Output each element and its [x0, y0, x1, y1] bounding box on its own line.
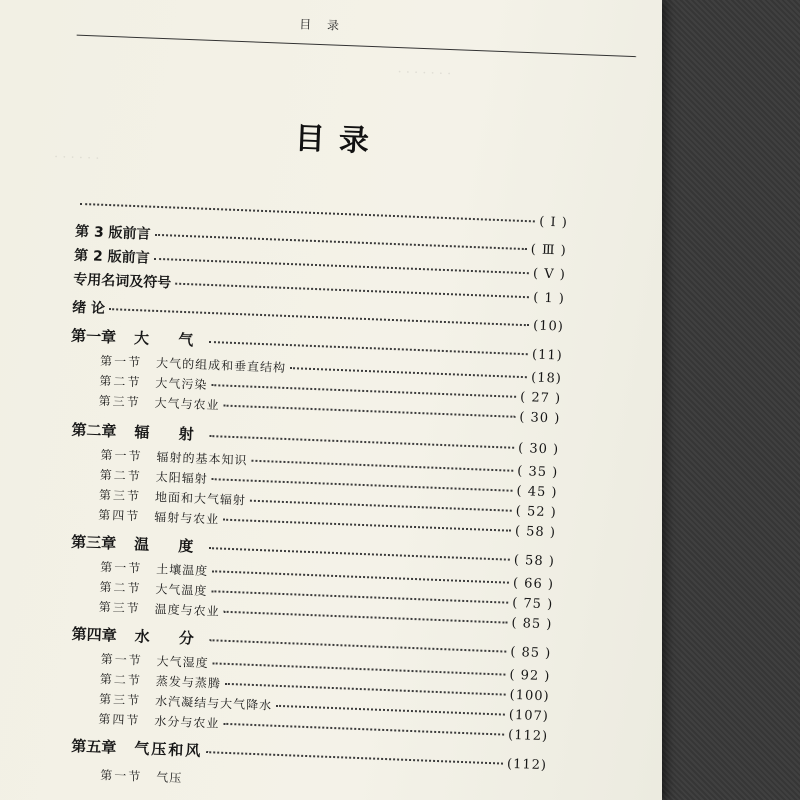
section-number: 第一节 [99, 559, 143, 576]
chapter-label [71, 419, 206, 445]
section-title: 水汽凝结与大气降水 [154, 694, 273, 713]
leader-dots [224, 405, 516, 418]
leader-dots [206, 751, 503, 764]
leader-dots [154, 258, 530, 274]
header-rule [77, 35, 637, 57]
section-number: 第二节 [99, 467, 143, 484]
section-title: 蒸发与蒸腾 [155, 674, 222, 691]
chapter-name: 辐 射 [134, 423, 207, 444]
leader-dots [212, 478, 513, 492]
chapter-label [71, 623, 206, 649]
section-number: 第一节 [99, 353, 143, 370]
section-number: 第二节 [99, 579, 142, 596]
section-number: 第三节 [98, 393, 141, 410]
leader-dots [210, 639, 507, 652]
section-title: 大气的组成和垂直结构 [155, 355, 287, 375]
section-title: 大气污染 [155, 375, 208, 392]
entry-label: 专用名词及符号 [72, 271, 172, 292]
section-label [100, 766, 183, 786]
section-title: 温度与农业 [154, 602, 220, 619]
section-label [100, 446, 248, 469]
entry-page: ( Ⅴ ) [532, 266, 567, 283]
section-page: ( 66 ) [512, 575, 555, 593]
section-title: 大气湿度 [156, 654, 209, 671]
section-title: 辐射的基本知识 [156, 450, 248, 468]
leader-dots [155, 234, 527, 250]
entry-label: 第 3 版前言 [74, 223, 151, 243]
leader-dots [212, 570, 509, 583]
section-label [99, 578, 208, 599]
section-label [98, 598, 220, 620]
toc-title: 目录 [294, 121, 384, 160]
section-label [98, 710, 220, 732]
chapter-number: 第四章 [71, 624, 118, 645]
chapter-label [71, 325, 206, 351]
chapter-page: (11) [531, 347, 563, 364]
leader-dots [209, 547, 510, 561]
chapter-name: 温 度 [133, 535, 206, 556]
section-label [100, 558, 209, 579]
section-title: 水分与农业 [154, 714, 220, 731]
leader-dots [290, 367, 527, 378]
section-page: ( 45 ) [516, 483, 558, 501]
section-page: ( 52 ) [515, 503, 557, 521]
section-number: 第三节 [98, 487, 142, 504]
section-page: ( 92 ) [509, 667, 551, 685]
chapter-number: 第五章 [71, 736, 117, 757]
section-label [98, 506, 220, 528]
section-label [99, 372, 208, 393]
leader-dots [213, 662, 506, 675]
section-title: 地面和大气辐射 [154, 490, 247, 508]
entry-page: ( Ⅲ ) [530, 242, 568, 259]
entry-label: 绪 论 [71, 299, 106, 317]
section-title: 大气与农业 [154, 395, 220, 413]
leader-dots [250, 500, 512, 512]
leader-dots [175, 283, 529, 299]
leader-dots [210, 435, 515, 449]
entry-label: 第 2 版前言 [73, 247, 150, 267]
bleed-through-text: · · · · · · · [397, 65, 452, 83]
chapter-page: ( 58 ) [513, 552, 556, 570]
section-page: ( 75 ) [511, 595, 554, 613]
section-page: ( 27 ) [519, 389, 562, 407]
chapter-page: ( 30 ) [517, 440, 560, 458]
leader-dots [223, 723, 504, 736]
entry-page: ( 1 ) [532, 290, 566, 307]
leader-dots [109, 308, 529, 326]
section-number: 第二节 [99, 373, 142, 390]
chapter-number: 第二章 [71, 420, 117, 441]
section-page: ( 85 ) [511, 615, 553, 633]
section-number: 第四节 [97, 507, 141, 524]
section-label [100, 650, 209, 671]
leader-dots [80, 203, 535, 222]
toc-section [100, 766, 301, 796]
section-number: 第三节 [98, 692, 142, 708]
leader-dots [211, 384, 516, 398]
chapter-label [71, 735, 203, 761]
section-number: 第一节 [100, 768, 143, 784]
section-number: 第三节 [98, 599, 141, 616]
entry-page: ( Ⅰ ) [538, 214, 569, 231]
section-title: 太阳辐射 [155, 470, 209, 487]
section-title: 气压 [155, 770, 183, 786]
leader-dots [251, 460, 513, 472]
section-title: 土壤温度 [155, 562, 209, 579]
section-page: ( 30 ) [519, 409, 561, 427]
chapter-page: (112) [506, 756, 548, 774]
leader-dots [211, 590, 508, 603]
leader-dots [225, 683, 506, 696]
section-number: 第一节 [100, 447, 143, 464]
section-page: (112) [507, 727, 549, 745]
chapter-name: 气压和风 [133, 739, 203, 761]
leader-dots [276, 705, 505, 716]
bleed-through-text: · · · · · · [53, 149, 100, 167]
section-label [100, 670, 222, 692]
running-header: 目 录 [298, 17, 346, 33]
section-number: 第二节 [99, 672, 143, 688]
section-page: ( 35 ) [516, 463, 559, 481]
chapter-label [71, 531, 206, 557]
chapter-name: 大 气 [133, 329, 206, 350]
section-page: (100) [509, 687, 550, 705]
leader-dots [209, 341, 528, 355]
section-title: 大气温度 [155, 582, 208, 599]
entry-page: (10) [532, 318, 565, 335]
section-title: 辐射与农业 [153, 510, 220, 527]
leader-dots [224, 611, 508, 624]
section-number: 第四节 [98, 712, 141, 728]
section-page: (18) [530, 370, 563, 387]
section-label [99, 466, 208, 487]
chapter-number: 第三章 [70, 532, 117, 553]
section-page: (107) [508, 707, 550, 725]
chapter-number: 第一章 [70, 326, 117, 347]
section-page: ( 58 ) [514, 523, 557, 541]
chapter-page: ( 85 ) [510, 644, 552, 662]
leader-dots [223, 519, 511, 532]
chapter-name: 水 分 [134, 627, 207, 649]
section-label [98, 392, 220, 414]
section-number: 第一节 [100, 652, 143, 668]
